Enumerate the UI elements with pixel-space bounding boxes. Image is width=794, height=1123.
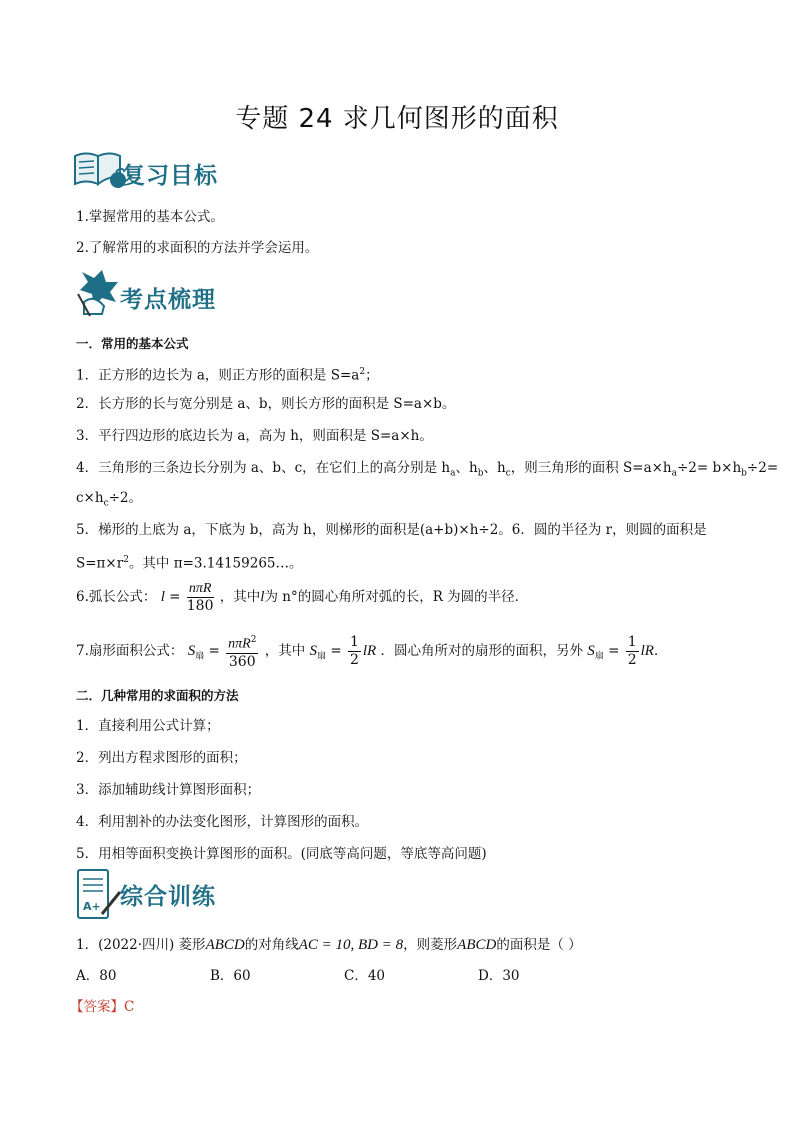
part2-heading: 二．几种常用的求面积的方法 [76,688,239,703]
key-points-heading: 考点梳理 [120,287,216,313]
review-item-1: 1.掌握常用的基本公式。 [76,209,224,225]
svg-text:A+: A+ [83,900,101,913]
practice-heading: 综合训练 [120,884,216,910]
sector-area-formula: 7.扇形面积公式： $S_扇$ = $\frac{n\pi R^2}{360}$ ，其中 $S_扇$ = $\frac{1}{2}$ lR ．圆心角所对的扇形的面积，另外 $S_扇$ = $\frac{1}{2}$ lR． [76,633,668,670]
exam-paper-icon [74,866,124,924]
formula-line-5b: $S=\pi\times r^2$。其中 π=3.14159265…。 [76,555,303,572]
leaf-bell-icon [72,268,122,320]
method-2: 2．列出方程求图形的面积； [76,750,247,766]
option-b: B．60 [210,968,251,984]
answer-value: C [124,999,135,1015]
review-heading: 复习目标 [122,163,218,189]
option-a: A．80 [76,968,117,984]
formula-line-2: 2．长方形的长与宽分别是 a、b，则长方形的面积是 S=a×b。 [76,396,456,412]
answer-line [70,997,134,1017]
formula-line-4: 4．三角形的三条边长分别为 a、b、c，在它们上的高分别是 $h_a$、$h_b$、$h_c$，则三角形的面积 $S=a\times h_a\div 2= b\times h_b\div 2=$ [76,460,779,479]
question-1: 1．(2022·四川) 菱形ABCD的对角线AC = 10, BD = 8，则菱形ABCD的面积是（ ） [76,937,582,953]
half-fraction-2: $\frac{1}{2}$ [627,633,637,668]
arc-length-formula: 6.弧长公式： l = $\frac{\text{nπR}}{180}$ ，其中l为 n°的圆心角所对弧的长，R 为圆的半径． [76,581,529,614]
book-icon [72,148,128,190]
option-d: D．30 [478,968,520,984]
question-1-options [76,966,612,986]
method-3: 3．添加辅助线计算图形面积； [76,782,261,798]
answer-label: 【答案】 [70,999,124,1015]
arc-length-fraction: $\frac{\text{nπR}}{180}$ [186,581,214,614]
formula-line-4b: $c\times h_c\div 2$。 [76,490,143,509]
half-fraction: $\frac{1}{2}$ [349,633,359,668]
method-5: 5．用相等面积变换计算图形的面积。(同底等高问题，等底等高问题) [76,846,487,862]
method-4: 4．利用割补的办法变化图形，计算图形的面积。 [76,814,369,830]
formula-line-5: 5．梯形的上底为 a，下底为 b，高为 h，则梯形的面积是(a+b)×h÷2。6．圆的半径为 r，则圆的面积是 [76,522,707,538]
formula-line-3: 3．平行四边形的底边长为 a，高为 h，则面积是 S=a×h。 [76,428,433,444]
review-item-2: 2.了解常用的求面积的方法并学会运用。 [76,240,319,256]
part1-heading: 一．常用的基本公式 [76,336,189,351]
sector-fraction: $\frac{n\pi R^2}{360}$ [226,632,258,671]
method-1: 1．直接利用公式计算； [76,718,220,734]
formula-line-1: 1．正方形的边长为 a，则正方形的面积是 $S=a^2$； [76,367,379,384]
page-title: 专题 24 求几何图形的面积 [235,104,559,134]
option-c: C．40 [344,968,386,984]
